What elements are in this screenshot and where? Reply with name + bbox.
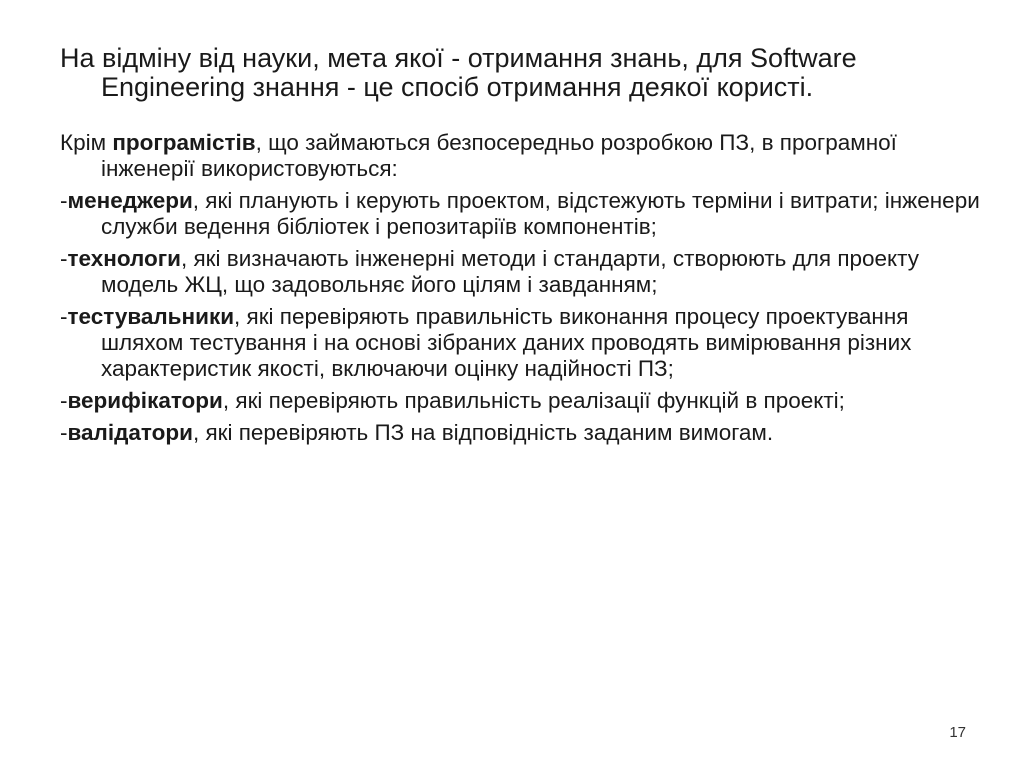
intro-paragraph: На відміну від науки, мета якої - отримання знань, для Software Engineering знання - це спосіб отримання деякої користі.: [60, 43, 857, 102]
list-item-text: , які перевіряють правильність виконання процесу проектування шляхом тестування і на основі зібраних даних проводять вимірювання різних характеристик якості, включаючи оцінку надійності ПЗ;: [101, 304, 912, 381]
list-item-text: , які визначають інженерні методи і стандарти, створюють для проекту модель ЖЦ, що задовольняє його цілям і завданням;: [101, 246, 919, 297]
term-technologists: технологи: [67, 246, 181, 271]
slide-content: [60, 44, 980, 452]
term-managers: менеджери: [67, 188, 193, 213]
list-item-validators: [60, 420, 980, 446]
page-number: 17: [949, 724, 966, 741]
list-dash: -: [60, 388, 68, 413]
list-dash: -: [60, 188, 68, 213]
paragraph-programmers: [60, 130, 980, 182]
paragraph-prefix: Крім: [60, 130, 113, 155]
paragraph-text: , що займаються безпосередньо розробкою ПЗ, в програмної інженерії використовуються:: [101, 130, 897, 181]
list-dash: -: [60, 420, 68, 445]
list-item-testers: [60, 304, 980, 382]
list-item-text: , які перевіряють правильність реалізації функцій в проекті;: [222, 388, 845, 413]
list-item-managers: [60, 188, 980, 240]
term-testers: тестувальники: [67, 304, 235, 329]
list-item-verifiers: [60, 388, 980, 414]
list-dash: -: [60, 246, 68, 271]
list-item-text: , які планують і керують проектом, відстежують терміни і витрати; інженери служби ведення бібліотек і репозитаріїв компонентів;: [101, 188, 980, 239]
term-programmers: програмістів: [112, 130, 256, 155]
list-item-text: , які перевіряють ПЗ на відповідність заданим вимогам.: [192, 420, 774, 445]
list-dash: -: [60, 304, 68, 329]
term-verifiers: верифікатори: [67, 388, 223, 413]
term-validators: валідатори: [67, 420, 193, 445]
list-item-technologists: [60, 246, 980, 298]
